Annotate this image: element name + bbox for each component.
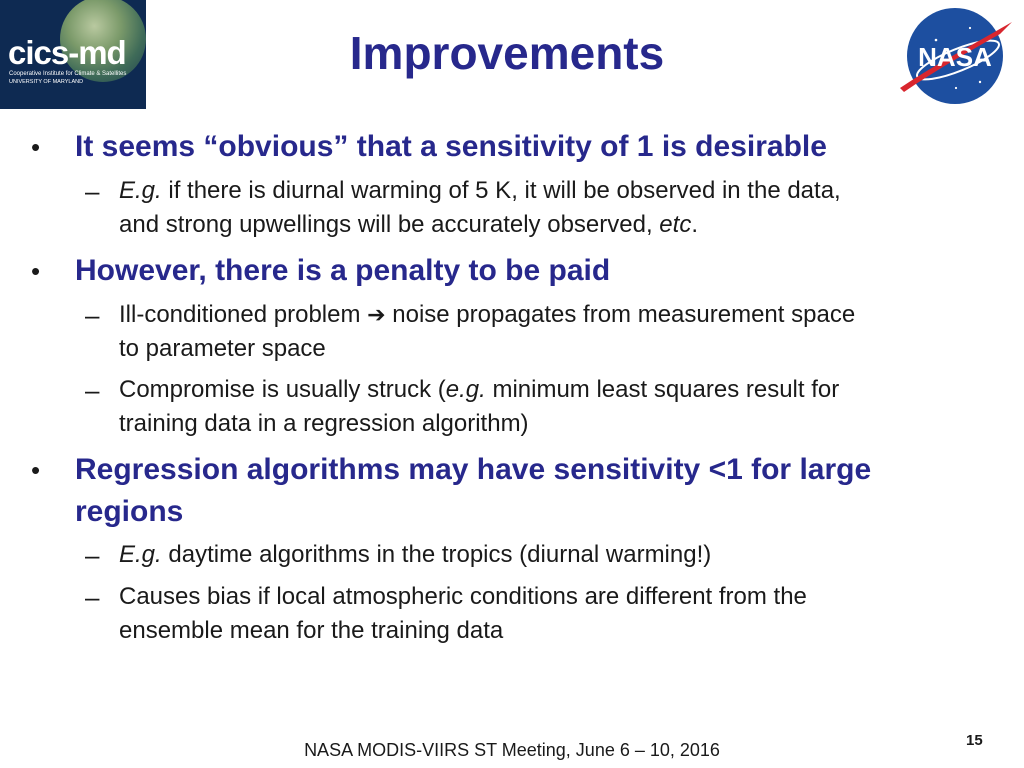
sub-bullet-3-1-italic: E.g.: [119, 541, 162, 568]
dash-marker: –: [85, 375, 100, 405]
sub-bullet-3-2-line1: Causes bias if local atmospheric conditions are different from the: [119, 583, 807, 610]
dash-marker: –: [85, 176, 100, 206]
sub-bullet-2-1: [85, 298, 1009, 366]
slide-footer: NASA MODIS-VIIRS ST Meeting, June 6 – 10, 2016: [304, 740, 720, 760]
sub-bullet-1-1-line2a: and strong upwellings will be accurately observed,: [119, 211, 660, 238]
bullet-3: [31, 449, 1000, 533]
sub-bullet-2-2-line1a: Compromise is usually struck (: [119, 376, 446, 403]
sub-bullet-1-1-line1: if there is diurnal warming of 5 K, it will be observed in the data,: [161, 177, 841, 204]
sub-bullet-2-2: [85, 373, 1009, 441]
dash-marker: –: [85, 582, 100, 612]
nasa-wordmark: NASA: [918, 42, 992, 72]
sub-bullet-3-1-text: daytime algorithms in the tropics (diurnal warming!): [161, 541, 712, 568]
sub-bullet-2-1-line1a: Ill-conditioned problem: [119, 301, 368, 328]
sub-bullet-2-2-line1b: minimum least squares result for: [485, 376, 840, 403]
cics-md-wordmark: cics-md: [8, 34, 126, 71]
right-arrow-icon: ➔: [367, 302, 386, 327]
bullet-marker: •: [31, 256, 41, 286]
sub-bullet-2-1-line2: to parameter space: [119, 335, 326, 362]
cics-md-logo: [0, 0, 146, 109]
cics-md-subtitle: Cooperative Institute for Climate & Satellites: [9, 71, 127, 77]
bullet-marker: •: [31, 132, 41, 162]
sub-bullet-1-1-italic: E.g.: [119, 177, 162, 204]
bullet-3-line2: regions: [75, 495, 184, 528]
bullet-1: [31, 126, 1000, 168]
dash-marker: –: [85, 540, 100, 570]
bullet-2: [31, 250, 1000, 292]
bullet-1-text: It seems “obvious” that a sensitivity of 1 is desirable: [75, 130, 827, 163]
sub-bullet-3-2-line2: ensemble mean for the training data: [119, 617, 504, 644]
sub-bullet-3-1: [85, 538, 1009, 572]
sub-bullet-1-1-line2b: .: [691, 211, 698, 238]
sub-bullet-2-2-italic: e.g.: [445, 376, 486, 403]
bullet-3-line1: Regression algorithms may have sensitivity <1 for large: [75, 453, 872, 486]
sub-bullet-2-1-line1b: noise propagates from measurement space: [385, 301, 856, 328]
sub-bullet-1-1: [85, 174, 1009, 242]
cics-md-university: UNIVERSITY OF MARYLAND: [9, 79, 84, 85]
bullet-marker: •: [31, 455, 41, 485]
bullet-2-text: However, there is a penalty to be paid: [75, 254, 611, 287]
sub-bullet-3-2: [85, 580, 1009, 648]
sub-bullet-1-1-etc: etc: [659, 211, 692, 238]
dash-marker: –: [85, 300, 100, 330]
slide-title: Improvements: [349, 27, 665, 79]
nasa-meatball-icon: [896, 4, 1014, 108]
page-number: 15: [966, 732, 983, 749]
sub-bullet-2-2-line2: training data in a regression algorithm): [119, 410, 529, 437]
